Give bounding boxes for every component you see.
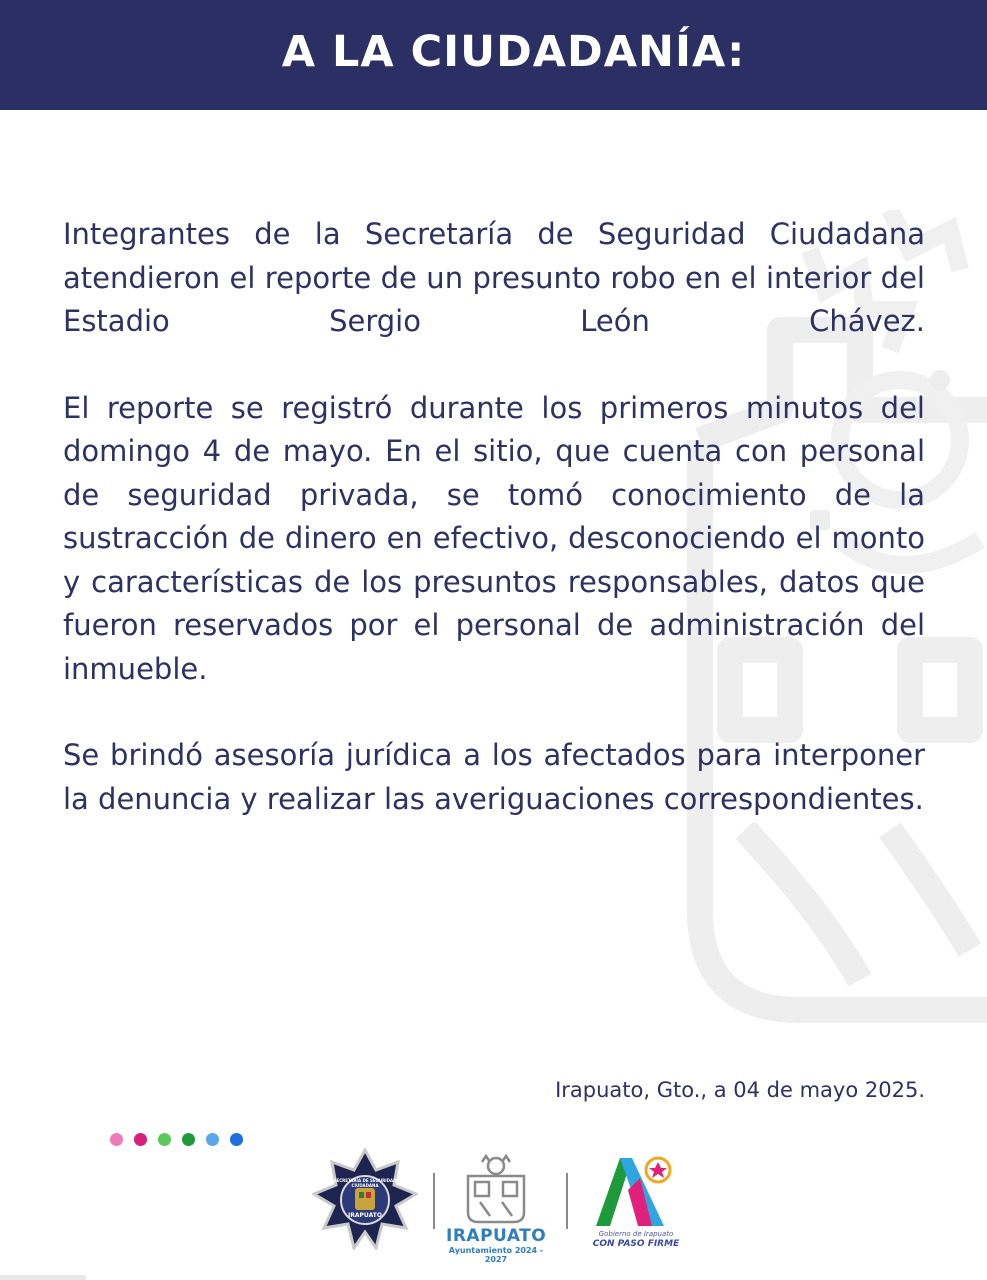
logo-divider-right xyxy=(566,1173,568,1229)
irapuato-coat-of-arms-icon xyxy=(460,1152,532,1226)
gobierno-line-1: Gobierno de Irapuato xyxy=(598,1230,674,1238)
dot-blue-light xyxy=(206,1133,219,1146)
police-star-badge-icon xyxy=(312,1148,418,1250)
dot-pink-light xyxy=(110,1133,123,1146)
dot-pink xyxy=(134,1133,147,1146)
paragraph-2: El reporte se registró durante los primeros minutos del domingo 4 de mayo. En el sitio, que cuenta con personal de seguridad privada, se tomó conocimiento de la sustracción de dinero en efectivo, desconociendo el monto y características de los presuntos responsables, datos que fueron reservados por el personal de administración del inmueble. xyxy=(63,390,925,686)
ayuntamiento-period: Ayuntamiento 2024 - 2027 xyxy=(448,1246,544,1264)
dateline: Irapuato, Gto., a 04 de mayo 2025. xyxy=(555,1078,925,1102)
paragraph-3: Se brindó asesoría jurídica a los afectados para interponer la denuncia y realizar las averiguaciones correspondientes. xyxy=(63,738,925,816)
police-badge-bottom-text: IRAPUATO xyxy=(348,1212,382,1219)
header-banner xyxy=(0,0,987,110)
corner-mark xyxy=(0,1275,86,1280)
dot-blue xyxy=(230,1133,243,1146)
decorative-dots xyxy=(110,1133,243,1146)
logo-divider-left xyxy=(433,1173,435,1229)
con-paso-firme-logo-icon xyxy=(592,1150,682,1230)
police-badge-top-text: SECRETARÍA DE SEGURIDAD CIUDADANA xyxy=(333,1178,397,1188)
irapuato-wordmark: IRAPUATO xyxy=(446,1226,547,1246)
gobierno-slogan: CON PASO FIRME xyxy=(592,1239,680,1249)
page-title: A LA CIUDADANÍA: xyxy=(281,27,746,77)
dot-green xyxy=(182,1133,195,1146)
paragraph-1: Integrantes de la Secretaría de Seguridad Ciudadana atendieron el reporte de un presunto robo en el interior del Estadio Sergio León Chávez. xyxy=(63,217,925,338)
dot-green-light xyxy=(158,1133,171,1146)
statement-body xyxy=(63,213,925,864)
